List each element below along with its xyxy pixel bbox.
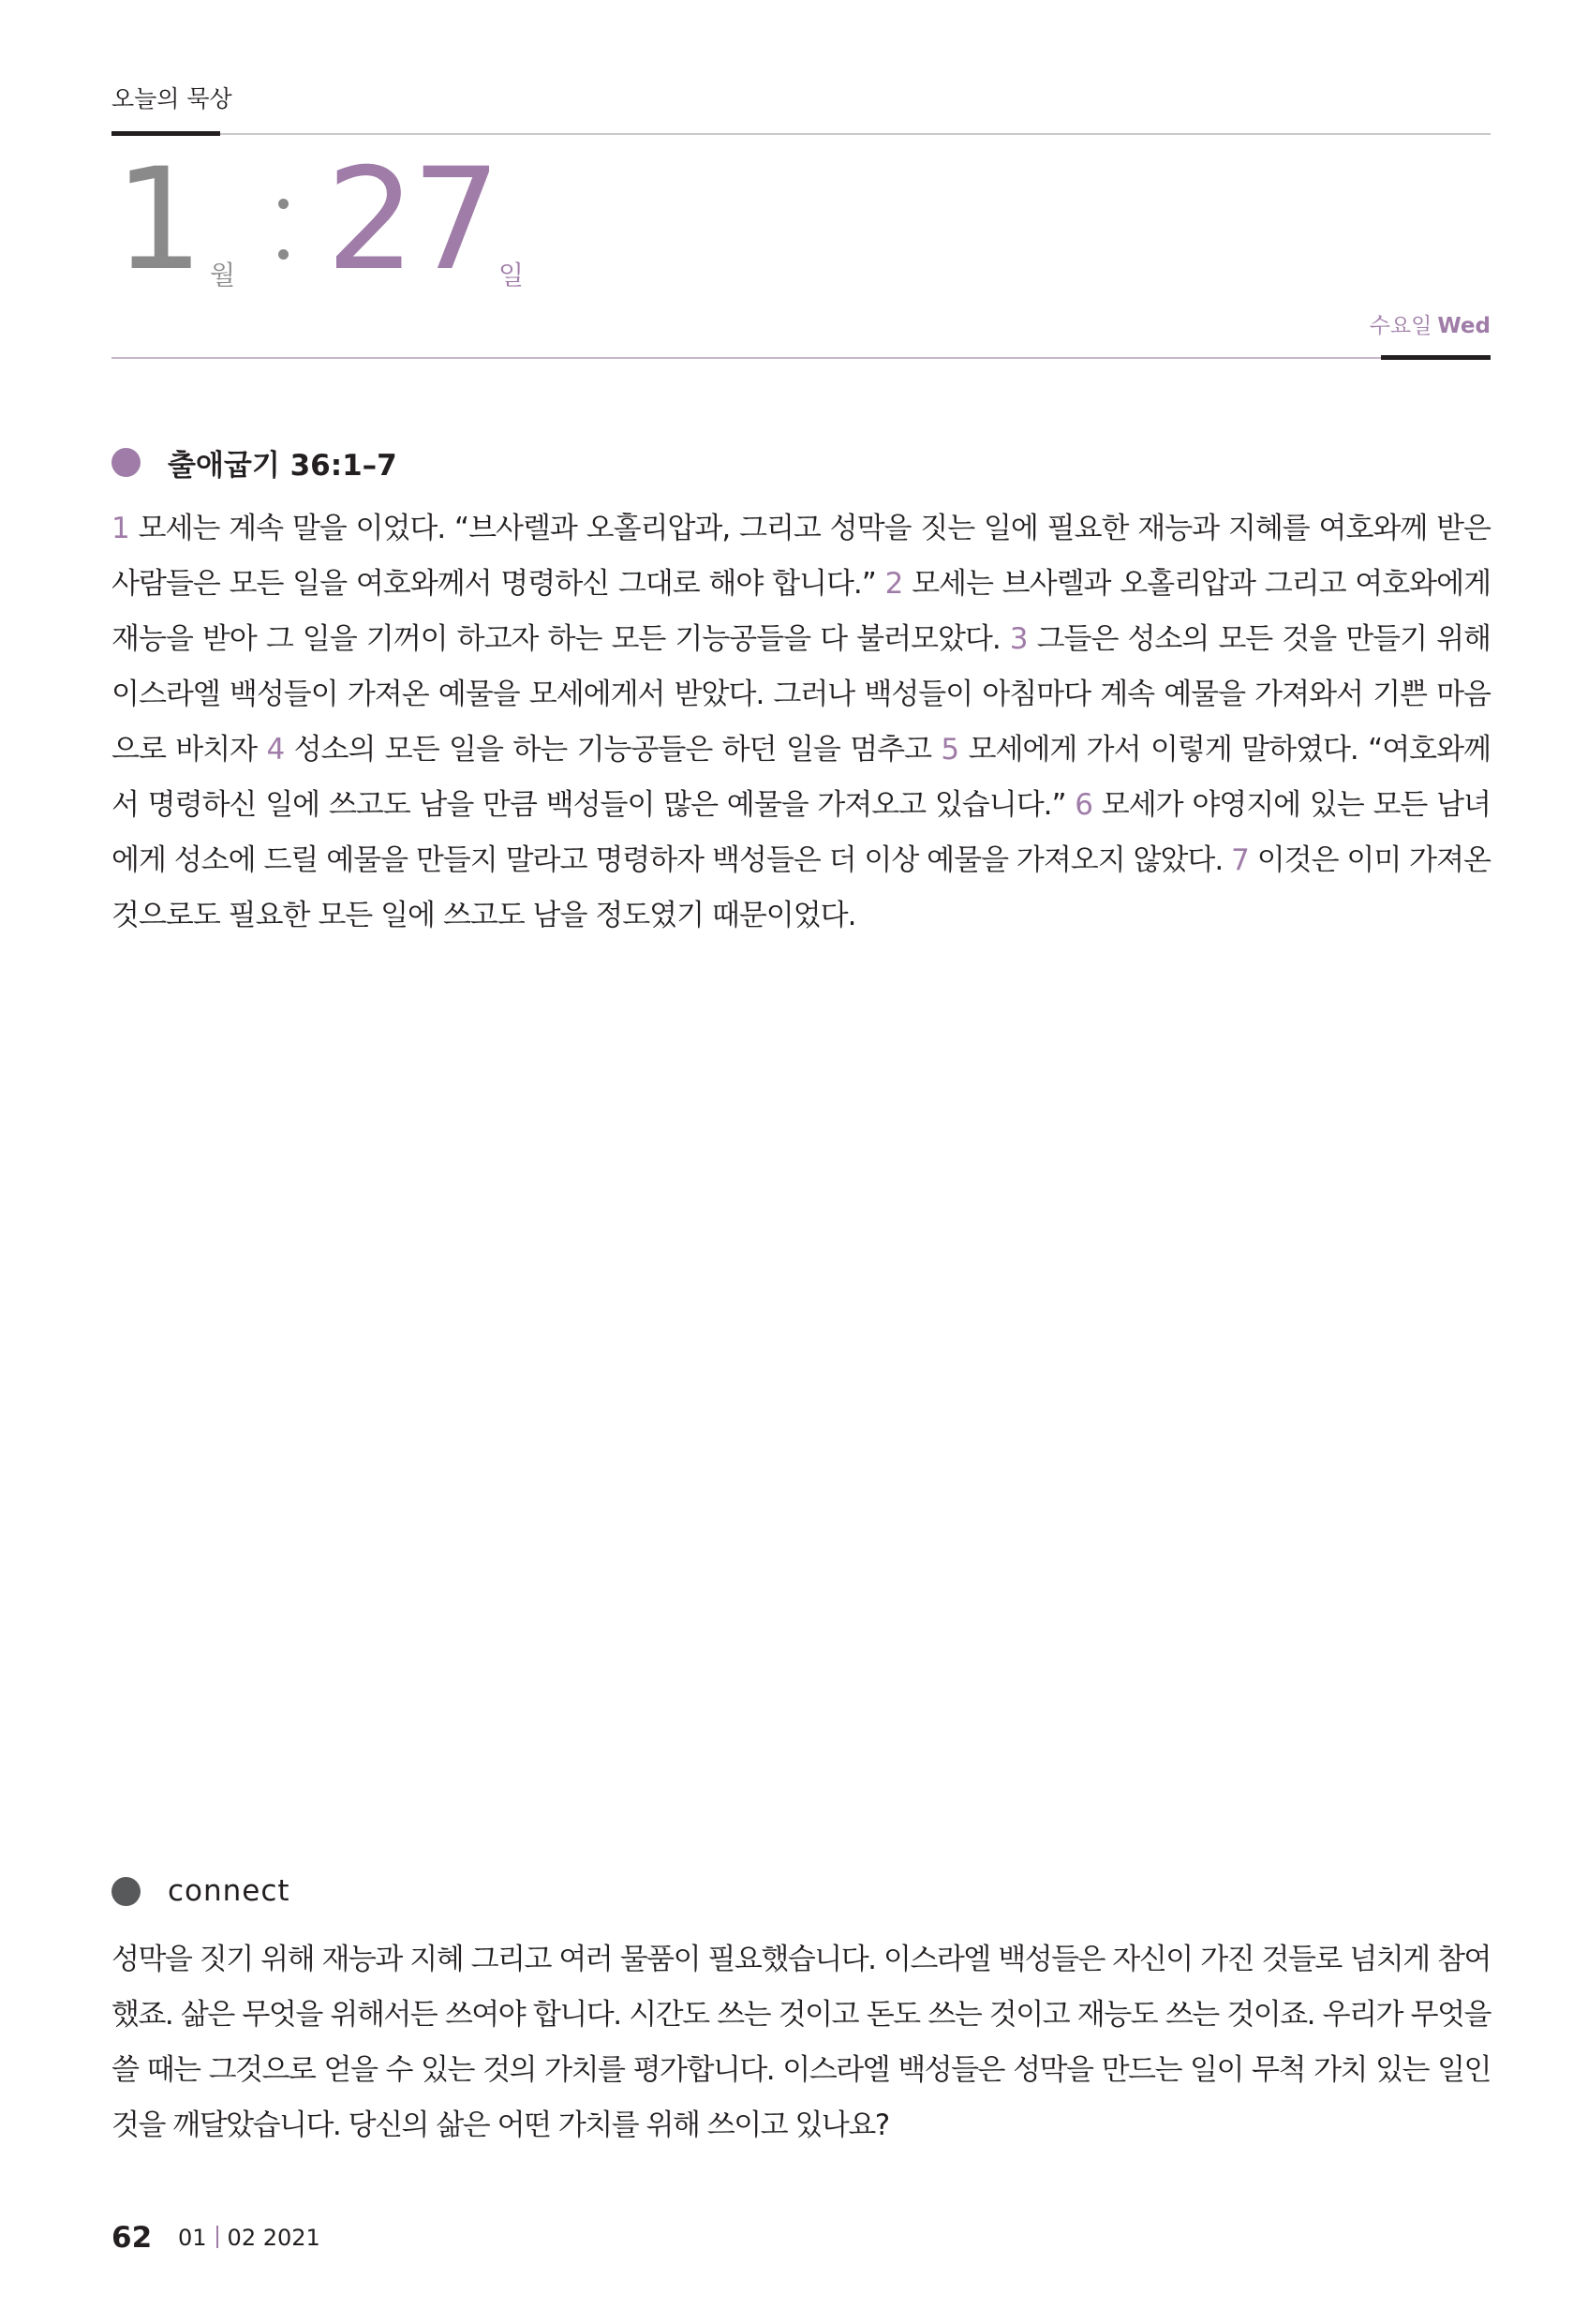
- connect-text: 성막을 짓기 위해 재능과 지혜 그리고 여러 물품이 필요했습니다. 이스라엘 백성들은 자신이 가진 것들로 넘치게 참여했죠. 삶은 무엇을 위해서든 쓰여야 합니다. 시간도 쓰는 것이고 돈도 쓰는 것이고 재능도 쓰는 것이죠. 우리가 무엇을 쓸 때는 그것으로 얻을 수 있는 것의 가치를 평가합니다. 이스라엘 백성들은 성막을 만드는 일이 무척 가치 있는 일인 것을 깨달았습니다. 당신의 삶은 어떤 가치를 위해 쓰이고 있나요?: [111, 1943, 1491, 2142]
- verse-number: 4: [266, 733, 285, 767]
- issue-info: [178, 2225, 320, 2251]
- date-colon: [278, 199, 289, 264]
- colon-dot-top: [278, 199, 289, 209]
- date-rule: [111, 357, 1491, 359]
- page-number: 62: [111, 2221, 153, 2255]
- verse-number: 2: [884, 567, 903, 601]
- verse-text: 성소의 모든 일을 하는 기능공들은 하던 일을 멈추고: [293, 733, 932, 767]
- verse-text: 이것은 이미 가져온 것으로도 필요한 모든 일에 쓰고도 남을 정도였기 때문이었다.: [111, 843, 1491, 932]
- verse-number: 6: [1075, 788, 1093, 822]
- date-rule-accent: [1381, 355, 1491, 360]
- verse-number: 5: [941, 733, 959, 767]
- verse-number: 3: [1009, 622, 1028, 656]
- scripture-text: [111, 501, 1491, 944]
- date-day: 27: [326, 139, 497, 302]
- issue-month: 01: [178, 2225, 207, 2251]
- weekday-ko: 수요일: [1369, 314, 1432, 338]
- date-month-unit: 월: [210, 260, 236, 290]
- connect-heading: [111, 1874, 290, 1908]
- connect-title: connect: [168, 1874, 290, 1908]
- scripture-reference: 출애굽기 36:1–7: [168, 449, 397, 483]
- issue-rest: 02 2021: [227, 2225, 320, 2251]
- verse-number: 7: [1231, 843, 1249, 877]
- verse-text: 모세는 브사렐과 오홀리압과 그리고 여호와에게 재능을 받아 그 일을 기꺼이 하고자 하는 모든 기능공들을 다 불러모았다.: [111, 567, 1491, 656]
- verse-text: 그들은 성소의 모든 것을 만들기 위해 이스라엘 백성들이 가져온 예물을 모세에게서 받았다. 그러나 백성들이 아침마다 계속 예물을 가져와서 기쁜 마음으로 바치자: [111, 622, 1491, 767]
- date-month: 1: [114, 139, 202, 302]
- bullet-dot: [111, 448, 141, 477]
- colon-dot-bottom: [278, 249, 289, 260]
- section-label: 오늘의 묵상: [111, 85, 232, 112]
- verse-text: 모세에게 가서 이렇게 말하였다. “여호와께서 명령하신 일에 쓰고도 남을 만큼 백성들이 많은 예물을 가져오고 있습니다.”: [111, 733, 1491, 822]
- weekday: [1370, 308, 1491, 339]
- top-rule-accent: [111, 131, 220, 136]
- issue-separator: [216, 2226, 218, 2248]
- weekday-en: Wed: [1437, 314, 1491, 338]
- bullet-dot: [111, 1877, 141, 1906]
- date-day-unit: 일: [498, 260, 525, 290]
- verse-text: 모세가 야영지에 있는 모든 남녀에게 성소에 드릴 예물을 만들지 말라고 명령하자 백성들은 더 이상 예물을 가져오지 않았다.: [111, 788, 1491, 877]
- verse-text: 모세는 계속 말을 이었다. “브사렐과 오홀리압과, 그리고 성막을 짓는 일에 필요한 재능과 지혜를 여호와께 받은 사람들은 모든 일을 여호와께서 명령하신 그대로 해야 합니다.”: [111, 512, 1491, 601]
- verse-number: 1: [111, 512, 129, 545]
- scripture-heading: [111, 441, 397, 484]
- top-rule: [111, 133, 1491, 135]
